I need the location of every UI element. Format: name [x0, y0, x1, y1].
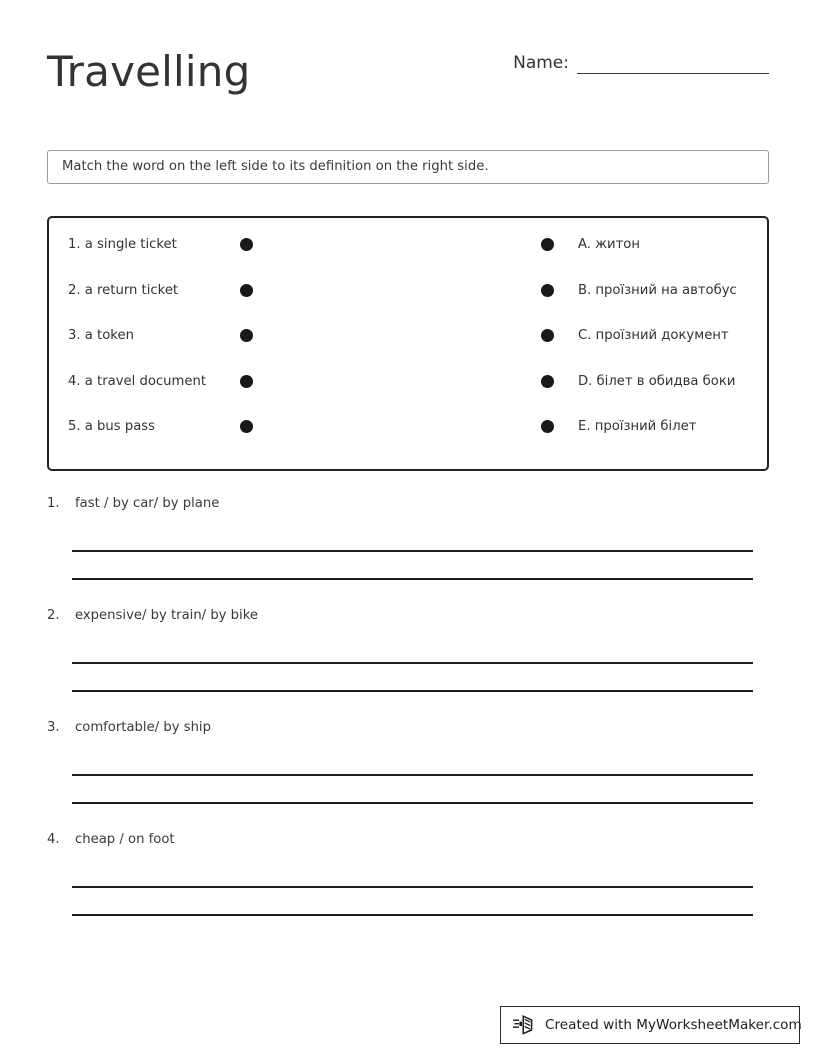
writing-prompt-text: comfortable/ by ship [75, 720, 211, 735]
match-dot-left[interactable] [240, 329, 253, 342]
matching-left-label: 4. a travel document [68, 373, 207, 389]
writing-prompt-item [47, 718, 769, 830]
worksheet-maker-logo-icon [513, 1014, 535, 1036]
match-dot-left[interactable] [240, 238, 253, 251]
matching-left-label: 2. a return ticket [68, 282, 179, 298]
matching-left-item [68, 416, 268, 438]
matching-rows [49, 234, 767, 462]
matching-right-item [578, 371, 758, 393]
matching-left-label: 5. a bus pass [68, 419, 156, 434]
matching-left-item [68, 280, 268, 302]
match-dot-right[interactable] [541, 284, 554, 297]
writing-prompt-number: 2. [47, 608, 60, 623]
writing-prompts [47, 494, 769, 942]
matching-left-item [68, 325, 268, 347]
answer-line[interactable] [72, 550, 753, 552]
matching-right-item [578, 325, 758, 347]
matching-row [49, 325, 767, 371]
matching-left-label: 3. a token [68, 328, 134, 343]
matching-left-label: 1. a single ticket [68, 237, 177, 252]
writing-prompt-head [47, 830, 175, 850]
match-dot-left[interactable] [240, 420, 253, 433]
created-with-badge[interactable] [500, 1006, 800, 1044]
instruction-text: Match the word on the left side to its definition on the right side. [62, 159, 489, 174]
matching-left-item [68, 234, 268, 256]
matching-row [49, 280, 767, 326]
matching-right-label: A. житон [578, 237, 640, 252]
writing-prompt-item [47, 606, 769, 718]
answer-line[interactable] [72, 690, 753, 692]
matching-right-item [578, 234, 758, 256]
writing-prompt-number: 4. [47, 832, 60, 847]
answer-line[interactable] [72, 578, 753, 580]
writing-prompt-item [47, 830, 769, 942]
writing-prompt-head [47, 606, 258, 626]
instruction-box [47, 150, 769, 184]
matching-row [49, 234, 767, 280]
matching-right-item [578, 416, 758, 438]
match-dot-right[interactable] [541, 329, 554, 342]
match-dot-right[interactable] [541, 375, 554, 388]
match-dot-left[interactable] [240, 284, 253, 297]
match-dot-right[interactable] [541, 238, 554, 251]
writing-prompt-head [47, 494, 219, 514]
matching-exercise-box [47, 216, 769, 471]
writing-prompt-text: cheap / on foot [75, 832, 175, 847]
writing-prompt-number: 1. [47, 496, 60, 511]
matching-right-label: D. білет в обидва боки [578, 373, 736, 389]
matching-right-label: B. проїзний на автобус [578, 282, 737, 298]
matching-left-item [68, 371, 268, 393]
page-title: Travelling [47, 47, 251, 96]
match-dot-right[interactable] [541, 420, 554, 433]
name-label: Name: [513, 53, 569, 73]
name-input[interactable] [577, 53, 769, 74]
matching-right-label: E. проїзний білет [578, 419, 697, 434]
answer-line[interactable] [72, 914, 753, 916]
worksheet-header [47, 44, 769, 106]
created-with-label: Created with MyWorksheetMaker.com [545, 1017, 802, 1033]
match-dot-left[interactable] [240, 375, 253, 388]
matching-row [49, 416, 767, 462]
writing-prompt-text: fast / by car/ by plane [75, 496, 220, 511]
answer-line[interactable] [72, 802, 753, 804]
name-field-group [513, 52, 769, 74]
matching-right-label: C. проїзний документ [578, 328, 729, 343]
answer-line[interactable] [72, 886, 753, 888]
answer-line[interactable] [72, 662, 753, 664]
writing-prompt-number: 3. [47, 720, 60, 735]
matching-right-item [578, 280, 758, 302]
writing-prompt-head [47, 718, 211, 738]
answer-line[interactable] [72, 774, 753, 776]
writing-prompt-text: expensive/ by train/ by bike [75, 608, 258, 623]
matching-row [49, 371, 767, 417]
writing-prompt-item [47, 494, 769, 606]
